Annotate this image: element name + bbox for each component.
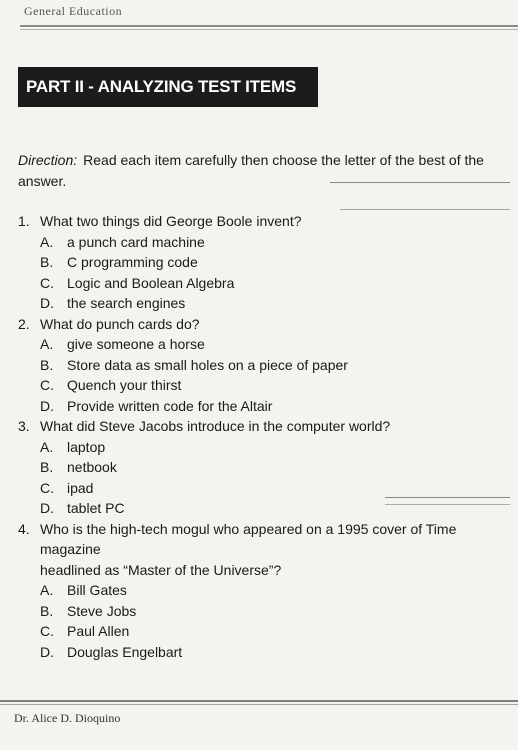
option-text: Bill Gates: [67, 582, 127, 598]
option-letter: A.: [40, 336, 54, 352]
option-letter: C.: [40, 274, 54, 291]
question-item: [18, 211, 512, 314]
answer-option[interactable]: [18, 580, 512, 601]
answer-option[interactable]: [18, 498, 512, 519]
option-letter: A.: [40, 582, 54, 598]
header-rule: [20, 25, 518, 27]
direction-block: [18, 150, 512, 192]
part-title: PART II - ANALYZING TEST ITEMS: [26, 77, 297, 96]
option-text: Douglas Engelbart: [67, 643, 183, 660]
answer-option[interactable]: [18, 621, 512, 642]
question-number: 1.: [18, 213, 30, 229]
question-number: 2.: [18, 315, 30, 332]
answer-option[interactable]: [18, 375, 512, 396]
answer-option[interactable]: [18, 457, 512, 478]
header-rule-secondary: [20, 29, 518, 30]
direction-text-line2: answer.: [18, 173, 67, 189]
option-letter: B.: [40, 254, 54, 270]
question-number: 3.: [18, 418, 30, 434]
question-text: What do punch cards do?: [40, 315, 200, 332]
option-letter: C.: [40, 623, 54, 639]
option-text: Logic and Boolean Algebra: [67, 274, 235, 291]
footer-rule: [0, 700, 518, 702]
question-number: 4.: [18, 520, 30, 537]
option-text: C programming code: [67, 254, 198, 270]
option-text: Quench your thirst: [67, 377, 182, 393]
footer-author: Dr. Alice D. Dioquino: [14, 711, 121, 725]
option-text: the search engines: [67, 295, 186, 311]
answer-option[interactable]: [18, 293, 512, 314]
option-letter: C.: [40, 479, 54, 496]
option-text: a punch card machine: [67, 233, 205, 250]
question-text-continued: headlined as “Master of the Universe”?: [40, 561, 282, 578]
option-text: Paul Allen: [67, 623, 130, 639]
question-list: [18, 211, 512, 662]
part-title-banner: [18, 67, 318, 107]
question-item: [18, 416, 512, 519]
direction-label: Direction:: [18, 152, 78, 168]
option-text: Store data as small holes on a piece of paper: [67, 356, 348, 373]
answer-option[interactable]: [18, 355, 512, 376]
option-letter: D.: [40, 397, 54, 414]
option-text: Steve Jobs: [67, 602, 137, 619]
scan-artifact-line: [330, 182, 510, 183]
answer-option[interactable]: [18, 642, 512, 663]
question-text: What did Steve Jacobs introduce in the computer world?: [40, 418, 391, 434]
answer-option[interactable]: [18, 478, 512, 499]
answer-option[interactable]: [18, 437, 512, 458]
option-letter: A.: [40, 233, 54, 250]
option-letter: B.: [40, 356, 54, 373]
option-text: Provide written code for the Altair: [67, 397, 273, 414]
option-letter: C.: [40, 377, 54, 393]
answer-option[interactable]: [18, 252, 512, 273]
footer-rule-secondary: [0, 704, 518, 705]
option-letter: A.: [40, 438, 54, 455]
header-subject: General Education: [24, 4, 123, 18]
question-text: What two things did George Boole invent?: [40, 213, 302, 229]
option-letter: D.: [40, 295, 54, 311]
option-letter: B.: [40, 602, 54, 619]
answer-option[interactable]: [18, 601, 512, 622]
option-text: give someone a horse: [67, 336, 205, 352]
scan-artifact-line: [340, 209, 510, 210]
option-letter: D.: [40, 643, 54, 660]
answer-option[interactable]: [18, 334, 512, 355]
option-letter: B.: [40, 459, 54, 475]
option-text: laptop: [67, 438, 106, 455]
option-text: netbook: [67, 459, 117, 475]
question-text: Who is the high-tech mogul who appeared on a 1995 cover of Time magazine: [40, 520, 457, 557]
question-item: [18, 314, 512, 417]
question-item: [18, 519, 512, 663]
answer-option[interactable]: [18, 396, 512, 417]
option-text: ipad: [67, 479, 94, 496]
answer-option[interactable]: [18, 232, 512, 253]
option-text: tablet PC: [67, 500, 125, 516]
answer-option[interactable]: [18, 273, 512, 294]
option-letter: D.: [40, 500, 54, 516]
direction-text-line1: Read each item carefully then choose the letter of the best of the: [83, 152, 484, 168]
